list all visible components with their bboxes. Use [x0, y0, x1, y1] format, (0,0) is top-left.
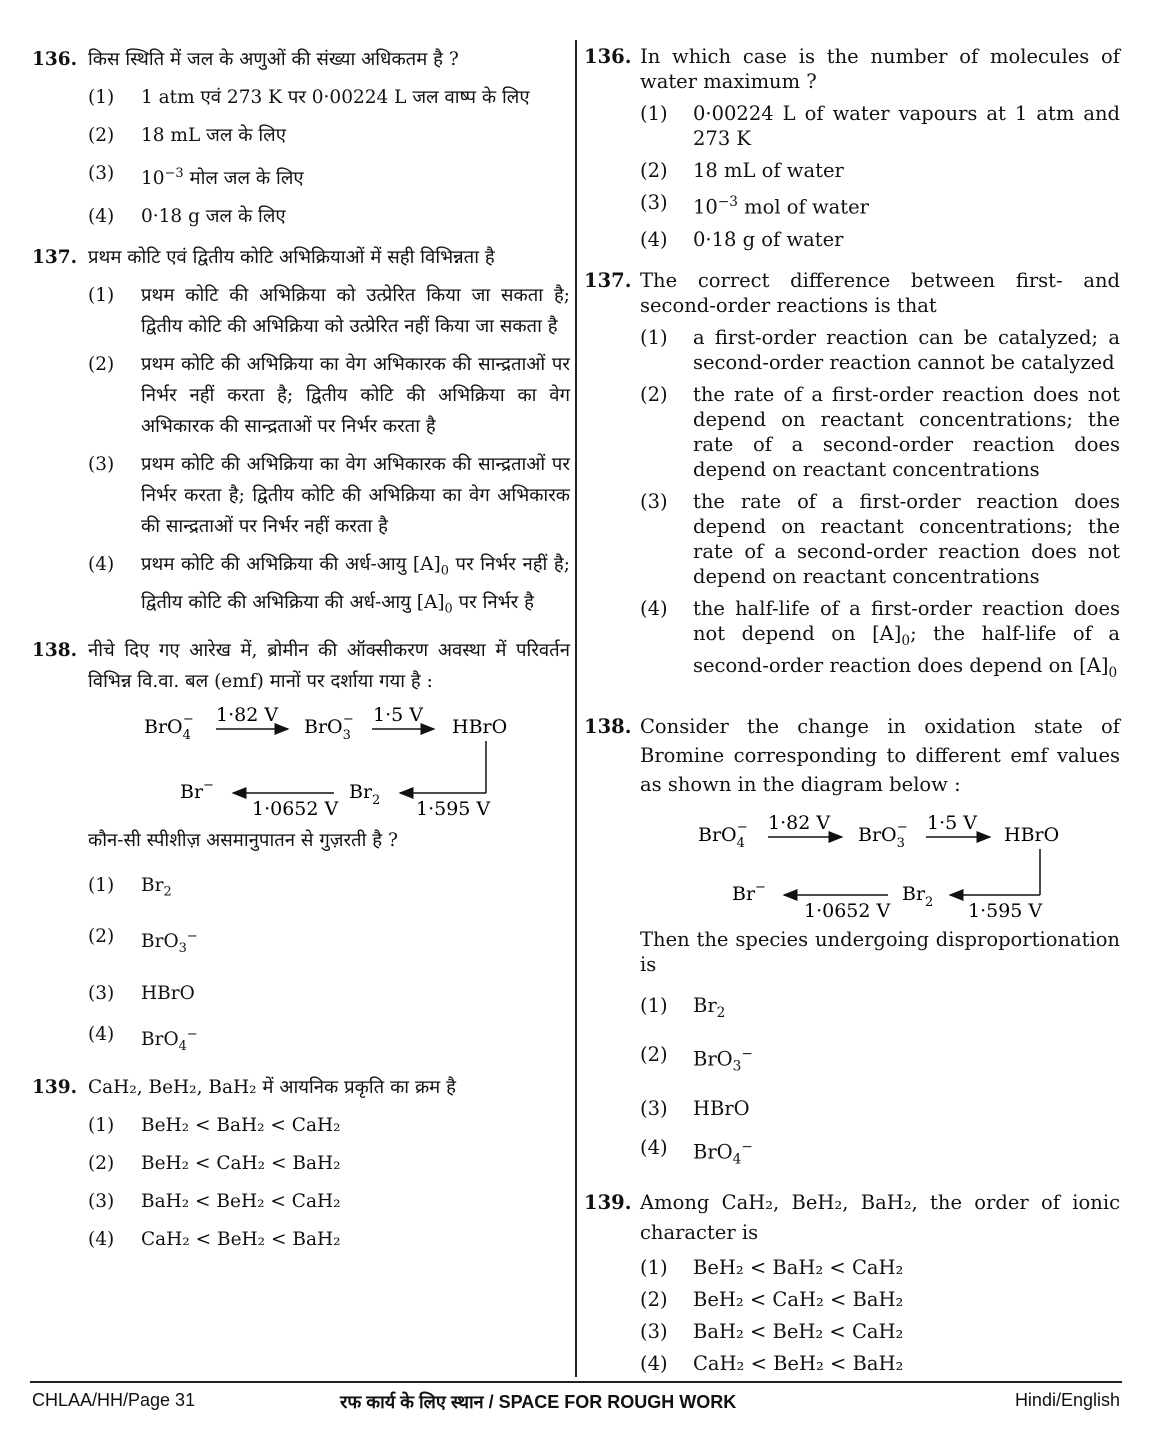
column-divider: [575, 40, 577, 1377]
question-followup: Then the species undergoing disproportionation is: [640, 928, 1120, 977]
option: (1) $Br_2$: [88, 874, 172, 900]
option: (4) the half-life of a first-order reaction does not depend on $[A]_0$; the half-life of a second-order reaction does depend on $[A]_0$: [640, 596, 1120, 682]
question-number: 136.: [32, 49, 78, 70]
question-followup: कौन-सी स्पीशीज़ असमानुपातन से गुज़रती है ?: [88, 829, 398, 851]
footer-rule: [30, 1381, 1122, 1383]
species-br2: $Br_2$: [902, 883, 934, 911]
option: (1) BeH₂ < BaH₂ < CaH₂: [640, 1255, 904, 1279]
option: (2) BeH₂ < CaH₂ < BaH₂: [88, 1152, 341, 1174]
question-text: Among CaH₂, BeH₂, BaH₂, the order of ionic character is: [640, 1190, 1120, 1244]
question-text: प्रथम कोटि एवं द्वितीय कोटि अभिक्रियाओं में सही विभिन्नता है: [88, 247, 495, 269]
question-136-hindi: [32, 44, 570, 232]
option: (3) BaH₂ < BeH₂ < CaH₂: [640, 1319, 904, 1343]
species-bro3: BrO$_3$−: [858, 820, 908, 852]
option: (1) 0·00224 L of water vapours at 1 atm and 273 K: [640, 102, 1120, 150]
question-137-hindi: [32, 242, 570, 624]
question-number: 136.: [584, 45, 632, 68]
option: (1) 1 atm एवं 273 K पर 0·00224 L जल वाष्प के लिए: [88, 87, 530, 108]
option: (3) the rate of a first-order reaction does depend on reactant concentrations; the rate of a second-order reaction does not depend on reactant concentrations: [640, 489, 1120, 588]
question-139-english: [584, 1188, 1120, 1376]
page-code: CHLAA/HH/Page 31: [32, 1390, 196, 1410]
option: (4) CaH₂ < BeH₂ < BaH₂: [640, 1351, 904, 1375]
species-bro4: BrO$_4$−: [698, 820, 748, 852]
question-text: The correct difference between first- and second-order reactions is that: [640, 268, 1120, 317]
emf-label: 1·0652 V: [804, 900, 891, 923]
question-137-english: [584, 268, 1120, 687]
emf-label: 1·5 V: [373, 703, 423, 726]
question-text: In which case is the number of molecules of water maximum ?: [640, 45, 1120, 93]
question-text: किस स्थिति में जल के अणुओं की संख्या अधिकतम है ?: [88, 49, 459, 70]
rough-work-label: रफ कार्य के लिए स्थान / SPACE FOR ROUGH WORK: [340, 1392, 737, 1412]
language-label: Hindi/English: [1014, 1390, 1120, 1410]
option: (2) 18 mL जल के लिए: [88, 125, 286, 146]
option: (2) BeH₂ < CaH₂ < BaH₂: [640, 1287, 904, 1311]
option: (2) BrO$_3$−: [640, 1043, 753, 1075]
emf-label: 1·82 V: [768, 812, 831, 835]
option: (3) HBrO: [88, 983, 195, 1005]
emf-label: 1·0652 V: [252, 797, 339, 820]
english-column: [584, 44, 1120, 1376]
question-number: 137.: [32, 247, 78, 269]
species-br-minus: Br−: [180, 777, 214, 803]
emf-label: 1·82 V: [216, 703, 279, 726]
question-text: CaH₂, BeH₂, BaH₂ में आयनिक प्रकृति का क्रम है: [88, 1076, 456, 1098]
latimer-diagram: [88, 703, 508, 821]
option: (2) BrO$_3$−: [88, 926, 198, 957]
question-138-hindi: [32, 635, 570, 1062]
option: (4) 0·18 g of water: [640, 227, 844, 251]
question-number: 139.: [584, 1190, 632, 1214]
species-hbro: HBrO: [1004, 824, 1060, 847]
page-footer: [32, 1388, 1120, 1418]
option: (4) BrO$_4$−: [640, 1135, 753, 1167]
species-br-minus: Br−: [732, 880, 766, 906]
option: (1) a first-order reaction can be catalyzed; a second-order reaction cannot be catalyzed: [640, 325, 1120, 374]
emf-label: 1·5 V: [927, 812, 977, 835]
species-br2: $Br_2$: [349, 780, 381, 808]
question-138-english: [584, 712, 1120, 1172]
question-number: 138.: [584, 715, 632, 739]
species-bro4: BrO$_4$−: [144, 711, 194, 743]
option: (2) the rate of a first-order reaction does not depend on reactant concentrations; the rate of a second-order reaction does depend on reactant concentrations: [640, 382, 1120, 481]
option: (4) CaH₂ < BeH₂ < BaH₂: [88, 1228, 341, 1250]
option: (2) 18 mL of water: [640, 159, 844, 182]
emf-label: 1·595 V: [968, 900, 1043, 923]
emf-label: 1·595 V: [416, 797, 491, 820]
question-number: 139.: [32, 1076, 78, 1098]
hindi-column: [32, 44, 570, 1255]
option: (3) $10^{-3}$ mol of water: [640, 191, 869, 219]
question-number: 138.: [32, 639, 78, 661]
option: (1) प्रथम कोटि की अभिक्रिया को उत्प्रेरित किया जा सकता है; द्वितीय कोटि की अभिक्रिया को उत्प्रेरित नहीं किया जा सकता है: [88, 285, 570, 338]
option: (2) प्रथम कोटि की अभिक्रिया का वेग अभिकारक की सान्द्रताओं पर निर्भर नहीं करता है; द्वितीय कोटि की अभिक्रिया का वेग अभिकारक की सान्द्रताओं पर निर्भर करता है: [88, 354, 570, 438]
species-bro3: BrO$_3$−: [304, 711, 354, 743]
option: (4) 0·18 g जल के लिए: [88, 206, 286, 228]
option: (3) प्रथम कोटि की अभिक्रिया का वेग अभिकारक की सान्द्रताओं पर निर्भर करता है; द्वितीय कोटि की अभिक्रिया का वेग अभिकारक की सान्द्रताओं पर निर्भर नहीं करता है: [88, 454, 570, 538]
emf-diagram: [88, 703, 570, 821]
question-136-english: [584, 44, 1120, 252]
option: (4) BrO$_4$−: [88, 1024, 198, 1054]
emf-diagram: [642, 805, 1120, 923]
question-text: Consider the change in oxidation state of Bromine corresponding to different emf values as shown in the diagram below :: [640, 715, 1120, 797]
question-number: 137.: [584, 268, 632, 292]
option: (1) BeH₂ < BaH₂ < CaH₂: [88, 1114, 341, 1136]
option: (3) HBrO: [640, 1096, 750, 1120]
question-139-hindi: [32, 1072, 570, 1255]
option: (1) $Br_2$: [640, 994, 726, 1022]
option: (3) $10^{-3}$ मोल जल के लिए: [88, 163, 304, 190]
species-hbro: HBrO: [452, 715, 508, 738]
question-text: नीचे दिए गए आरेख में, ब्रोमीन की ऑक्सीकरण अवस्था में परिवर्तन विभिन्न वि.वा. बल (emf) मानों पर दर्शाया गया है :: [88, 639, 570, 692]
option: (3) BaH₂ < BeH₂ < CaH₂: [88, 1190, 341, 1212]
option: (4) प्रथम कोटि की अभिक्रिया की अर्ध-आयु $[A]_0$ पर निर्भर नहीं है; द्वितीय कोटि की अभिक्रिया की अर्ध-आयु $[A]_0$ पर निर्भर है: [88, 554, 570, 617]
latimer-diagram: [642, 805, 1060, 923]
